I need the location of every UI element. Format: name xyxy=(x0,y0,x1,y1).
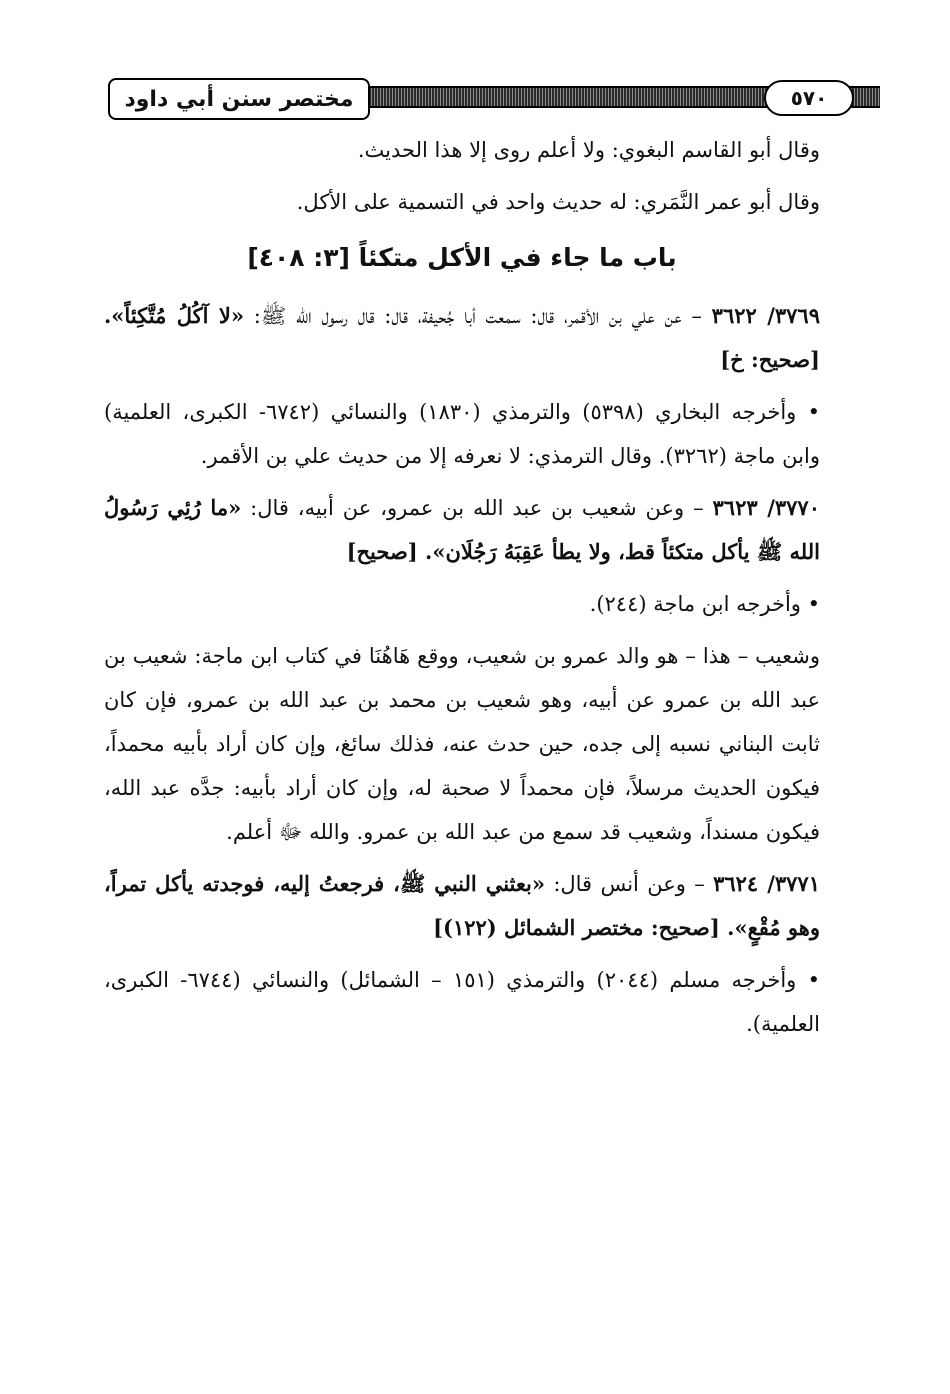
commentary-shuayb: وشعيب – هذا – هو والد عمرو بن شعيب، ووقع هَاهُنَا في كتاب ابن ماجة: شعيب بن عبد الله بن عمرو عن أبيه، وهو شعيب بن محمد بن عبد الله بن عمرو، فإن كان ثابت البناني نسبه إلى جده، حين حدث عنه، فذلك سائغ، وإن كان أراد بأبيه محمداً، فيكون الحديث مرسلاً، فإن محمداً لا صحبة له، وإن كان أراد بأبيه: جدَّه عبد الله، فيكون مسنداً، وشعيب قد سمع من عبد الله بن عمرو. والله ﷻ أعلم. xyxy=(104,644,820,844)
page-body xyxy=(104,128,820,1178)
takhrij-note-2: • وأخرجه ابن ماجة (٢٤٤). xyxy=(589,592,820,616)
page-number-box xyxy=(764,80,854,116)
book-title: مختصر سنن أبي داود xyxy=(124,86,354,112)
book-title-box xyxy=(108,78,370,120)
hadith-quote: «ما رُئِي رَسُولُ الله ﷺ يأكل متكئاً قط، ولا يطأ عَقِبَهُ رَجُلَان». [صحيح] xyxy=(104,495,820,564)
hadith-quote: «بعثني النبي ﷺ، فرجعتُ إليه، فوجدته يأكل تمراً، وهو مُقْعٍ». [صحيح: مختصر الشمائل (١٢٢)] xyxy=(104,871,820,940)
paragraph-baghawi: وقال أبو القاسم البغوي: ولا أعلم روى إلا هذا الحديث. xyxy=(357,138,820,162)
hadith-3770 xyxy=(104,486,820,574)
hadith-number: ٣٧٦٩/ ٣٦٢٢ xyxy=(711,303,820,328)
hadith-number: ٣٧٧١/ ٣٦٢٤ xyxy=(713,871,820,896)
hadith-text: – وعن أنس قال: xyxy=(544,872,714,896)
takhrij-note-1: • وأخرجه البخاري (٥٣٩٨) والترمذي (١٨٣٠) والنسائي (٦٧٤٢- الكبرى، العلمية) وابن ماجة (٣٢٦٢). وقال الترمذي: لا نعرفه إلا من حديث علي بن الأقمر. xyxy=(104,400,820,468)
hadith-3769 xyxy=(104,294,820,382)
page-header xyxy=(0,0,950,140)
hadith-number: ٣٧٧٠/ ٣٦٢٣ xyxy=(712,495,820,520)
hadith-3771 xyxy=(104,862,820,950)
chapter-heading: باب ما جاء في الأكل متكئاً [٣: ٤٠٨] xyxy=(247,243,677,272)
hadith-quote: «لا آكُلُ مُتَّكِئاً». [صحيح: خ] xyxy=(104,303,820,372)
page-number: ٥٧٠ xyxy=(790,86,828,110)
paragraph-namari: وقال أبو عمر النَّمَري: له حديث واحد في التسمية على الأكل. xyxy=(296,190,820,214)
takhrij-note-3: • وأخرجه مسلم (٢٠٤٤) والترمذي (١٥١ – الشمائل) والنسائي (٦٧٤٤- الكبرى، العلمية). xyxy=(104,968,820,1036)
hadith-text: – عن علي بن الأقمر، قال: سمعت أبا جُحيفة، قال: قال رسول الله ﷺ: xyxy=(244,304,712,328)
hadith-text: – وعن شعيب بن عبد الله بن عمرو، عن أبيه، قال: xyxy=(241,496,713,520)
